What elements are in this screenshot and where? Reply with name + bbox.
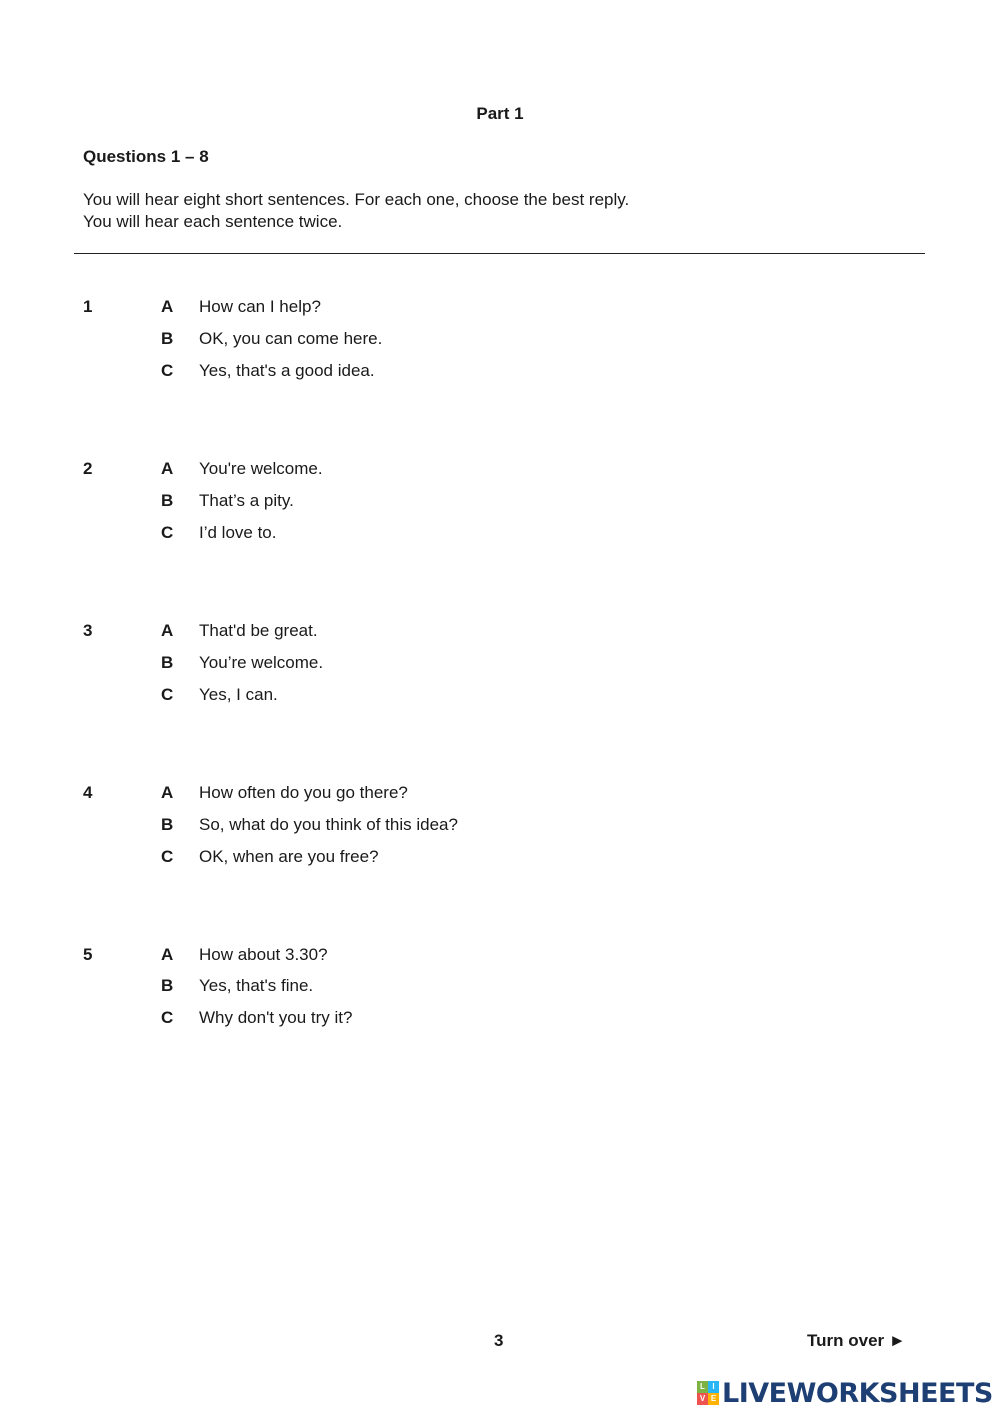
option-4c[interactable] bbox=[0, 847, 1000, 869]
option-letter: B bbox=[161, 653, 174, 672]
logo-mark-tile: E bbox=[708, 1393, 719, 1405]
option-text: OK, when are you free? bbox=[199, 847, 379, 866]
logo-mark-tile: V bbox=[697, 1393, 708, 1405]
option-letter: A bbox=[161, 459, 174, 478]
part-title: Part 1 bbox=[476, 104, 524, 123]
option-text: That'd be great. bbox=[199, 621, 318, 640]
logo-mark-tile: I bbox=[708, 1381, 719, 1393]
option-letter: A bbox=[161, 297, 174, 316]
option-5a[interactable] bbox=[0, 945, 1000, 967]
option-letter: C bbox=[161, 685, 174, 704]
option-1a[interactable] bbox=[0, 297, 1000, 319]
option-text: How often do you go there? bbox=[199, 783, 408, 802]
option-text: I’d love to. bbox=[199, 523, 277, 542]
option-letter: B bbox=[161, 815, 174, 834]
option-3c[interactable] bbox=[0, 685, 1000, 707]
option-text: Why don't you try it? bbox=[199, 1008, 353, 1027]
question-number: 5 bbox=[83, 945, 93, 964]
option-text: You’re welcome. bbox=[199, 653, 324, 672]
questions-heading: Questions 1 – 8 bbox=[83, 147, 209, 166]
logo-mark-icon bbox=[697, 1381, 719, 1405]
option-text: That’s a pity. bbox=[199, 491, 294, 510]
option-text: Yes, that's fine. bbox=[199, 976, 314, 995]
option-letter: C bbox=[161, 523, 174, 542]
option-letter: C bbox=[161, 847, 174, 866]
question-number: 3 bbox=[83, 621, 93, 640]
option-2a[interactable] bbox=[0, 459, 1000, 481]
option-5b[interactable] bbox=[0, 976, 1000, 998]
option-letter: A bbox=[161, 621, 174, 640]
option-1b[interactable] bbox=[0, 329, 1000, 351]
option-1c[interactable] bbox=[0, 361, 1000, 383]
option-text: OK, you can come here. bbox=[199, 329, 383, 348]
option-text: How about 3.30? bbox=[199, 945, 328, 964]
option-letter: A bbox=[161, 945, 174, 964]
option-4a[interactable] bbox=[0, 783, 1000, 805]
option-letter: B bbox=[161, 976, 174, 995]
option-letter: A bbox=[161, 783, 174, 802]
question-number: 2 bbox=[83, 459, 93, 478]
option-letter: B bbox=[161, 491, 174, 510]
liveworksheets-logo bbox=[697, 1378, 993, 1408]
logo-mark-tile: L bbox=[697, 1381, 708, 1393]
option-2c[interactable] bbox=[0, 523, 1000, 545]
option-2b[interactable] bbox=[0, 491, 1000, 513]
instruction-line-2: You will hear each sentence twice. bbox=[83, 212, 343, 231]
option-letter: C bbox=[161, 361, 174, 380]
option-4b[interactable] bbox=[0, 815, 1000, 837]
option-text: How can I help? bbox=[199, 297, 321, 316]
option-3b[interactable] bbox=[0, 653, 1000, 675]
question-number: 4 bbox=[83, 783, 93, 802]
option-letter: B bbox=[161, 329, 174, 348]
option-5c[interactable] bbox=[0, 1008, 1000, 1030]
option-3a[interactable] bbox=[0, 621, 1000, 643]
option-text: Yes, that's a good idea. bbox=[199, 361, 375, 380]
page-number: 3 bbox=[494, 1331, 504, 1350]
divider bbox=[74, 253, 925, 254]
turn-over-label: Turn over ► bbox=[807, 1331, 906, 1350]
option-letter: C bbox=[161, 1008, 174, 1027]
logo-text: LIVEWORKSHEETS bbox=[722, 1377, 993, 1409]
option-text: So, what do you think of this idea? bbox=[199, 815, 458, 834]
instructions bbox=[83, 189, 629, 233]
instruction-line-1: You will hear eight short sentences. For each one, choose the best reply. bbox=[83, 190, 630, 209]
option-text: You're welcome. bbox=[199, 459, 323, 478]
question-number: 1 bbox=[83, 297, 93, 316]
option-text: Yes, I can. bbox=[199, 685, 278, 704]
